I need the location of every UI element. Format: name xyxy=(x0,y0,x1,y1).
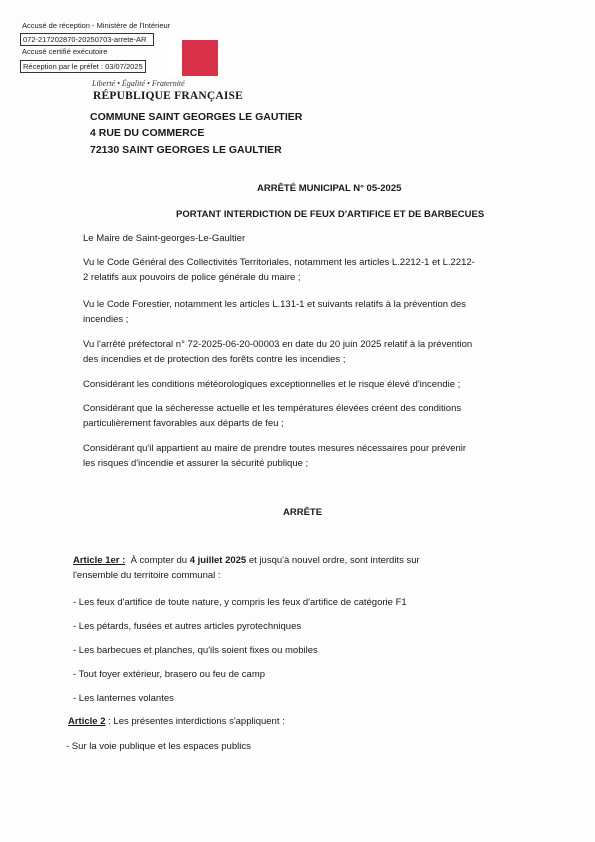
commune-street: 4 RUE DU COMMERCE xyxy=(90,127,205,139)
preamble-line: les risques d'incendie et assurer la sécurité publique ; xyxy=(83,458,309,469)
preamble-line: incendies ; xyxy=(83,314,129,325)
marianne-logo xyxy=(160,40,218,78)
article-1-label: Article 1er : xyxy=(73,555,126,566)
stamp-line-2: 072-217202870-20250703-arrete-AR xyxy=(20,33,154,46)
decree-subject: PORTANT INTERDICTION DE FEUX D'ARTIFICE ET DE BARBECUES xyxy=(176,209,485,220)
article-2-intro xyxy=(68,714,508,729)
preamble-meteo xyxy=(83,377,513,392)
preamble-line: Considérant qu'il appartient au maire de prendre toutes mesures nécessaires pour prévenir xyxy=(83,443,467,454)
article-1-item xyxy=(73,619,513,634)
preamble-line: Vu le Code Forestier, notamment les articles L.131-1 et suivants relatifs à la prévention des xyxy=(83,299,467,310)
commune-name: COMMUNE SAINT GEORGES LE GAUTIER xyxy=(90,111,303,123)
preamble-forest xyxy=(83,297,513,327)
preamble-maire xyxy=(83,231,513,246)
article-1-intro-2: l'ensemble du territoire communal : xyxy=(73,570,221,581)
article-2-text: : Les présentes interdictions s'appliquent : xyxy=(105,716,285,727)
stamp-line-1: Accusé de réception - Ministère de l'Intérieur xyxy=(22,21,171,30)
article-1-date: 4 juillet 2025 xyxy=(189,555,247,566)
preamble-cgct xyxy=(83,255,513,285)
preamble-line: Considérant les conditions météorologiques exceptionnelles et le risque élevé d'incendie ; xyxy=(83,379,461,390)
article-1-intro-a: À compter du xyxy=(130,555,190,566)
republic-title: RÉPUBLIQUE FRANÇAISE xyxy=(93,90,244,102)
list-item: - Les pétards, fusées et autres articles pyrotechniques xyxy=(73,621,302,632)
article-2 xyxy=(68,714,508,729)
preamble-line: Vu le Code Général des Collectivités Territoriales, notamment les articles L.2212-1 et L.2212- xyxy=(83,257,475,268)
commune-city: 72130 SAINT GEORGES LE GAULTIER xyxy=(90,144,282,156)
list-item: - Les barbecues et planches, qu'ils soient fixes ou mobiles xyxy=(73,645,318,656)
republic-motto: Liberté • Égalité • Fraternité xyxy=(92,79,185,88)
preamble-drought xyxy=(83,401,513,431)
article-1-intro-b: et jusqu'à nouvel ordre, sont interdits sur xyxy=(246,555,420,566)
preamble-line: 2 relatifs aux pouvoirs de police générale du maire ; xyxy=(83,272,301,283)
list-item: - Sur la voie publique et les espaces publics xyxy=(66,741,251,752)
preamble-line: Vu l'arrêté préfectoral n° 72-2025-06-20-00003 en date du 20 juin 2025 relatif à la prévention xyxy=(83,339,473,350)
list-item: - Tout foyer extérieur, brasero ou feu de camp xyxy=(73,669,266,680)
preamble-line: Considérant que la sécheresse actuelle et les températures élevées créent des conditions xyxy=(83,403,462,414)
article-1 xyxy=(73,553,513,583)
preamble-prefectoral xyxy=(83,337,513,367)
arrete-heading: ARRÊTE xyxy=(283,507,323,518)
preamble-line: particulièrement favorables aux départs de feu ; xyxy=(83,418,284,429)
preamble-line: des incendies et de protection des forêts contre les incendies ; xyxy=(83,354,346,365)
stamp-line-3: Accusé certifié exécutoire xyxy=(22,47,108,56)
logo-blue-band xyxy=(166,40,182,76)
preamble-duty xyxy=(83,441,513,471)
list-item: - Les feux d'artifice de toute nature, y compris les feux d'artifice de catégorie F1 xyxy=(73,597,407,608)
preamble-line: Le Maire de Saint-georges-Le-Gaultier xyxy=(83,233,246,244)
article-2-label: Article 2 xyxy=(68,716,106,727)
article-2-item xyxy=(66,739,506,754)
article-1-intro xyxy=(73,553,513,568)
article-1-item xyxy=(73,595,513,610)
article-1-item xyxy=(73,691,513,706)
list-item: - Les lanternes volantes xyxy=(73,693,174,704)
article-1-item xyxy=(73,667,513,682)
stamp-line-4: Réception par le préfet : 03/07/2025 xyxy=(20,60,146,73)
logo-red-band xyxy=(182,40,218,76)
decree-number: ARRÊTÉ MUNICIPAL N° 05-2025 xyxy=(257,183,402,194)
article-1-item xyxy=(73,643,513,658)
